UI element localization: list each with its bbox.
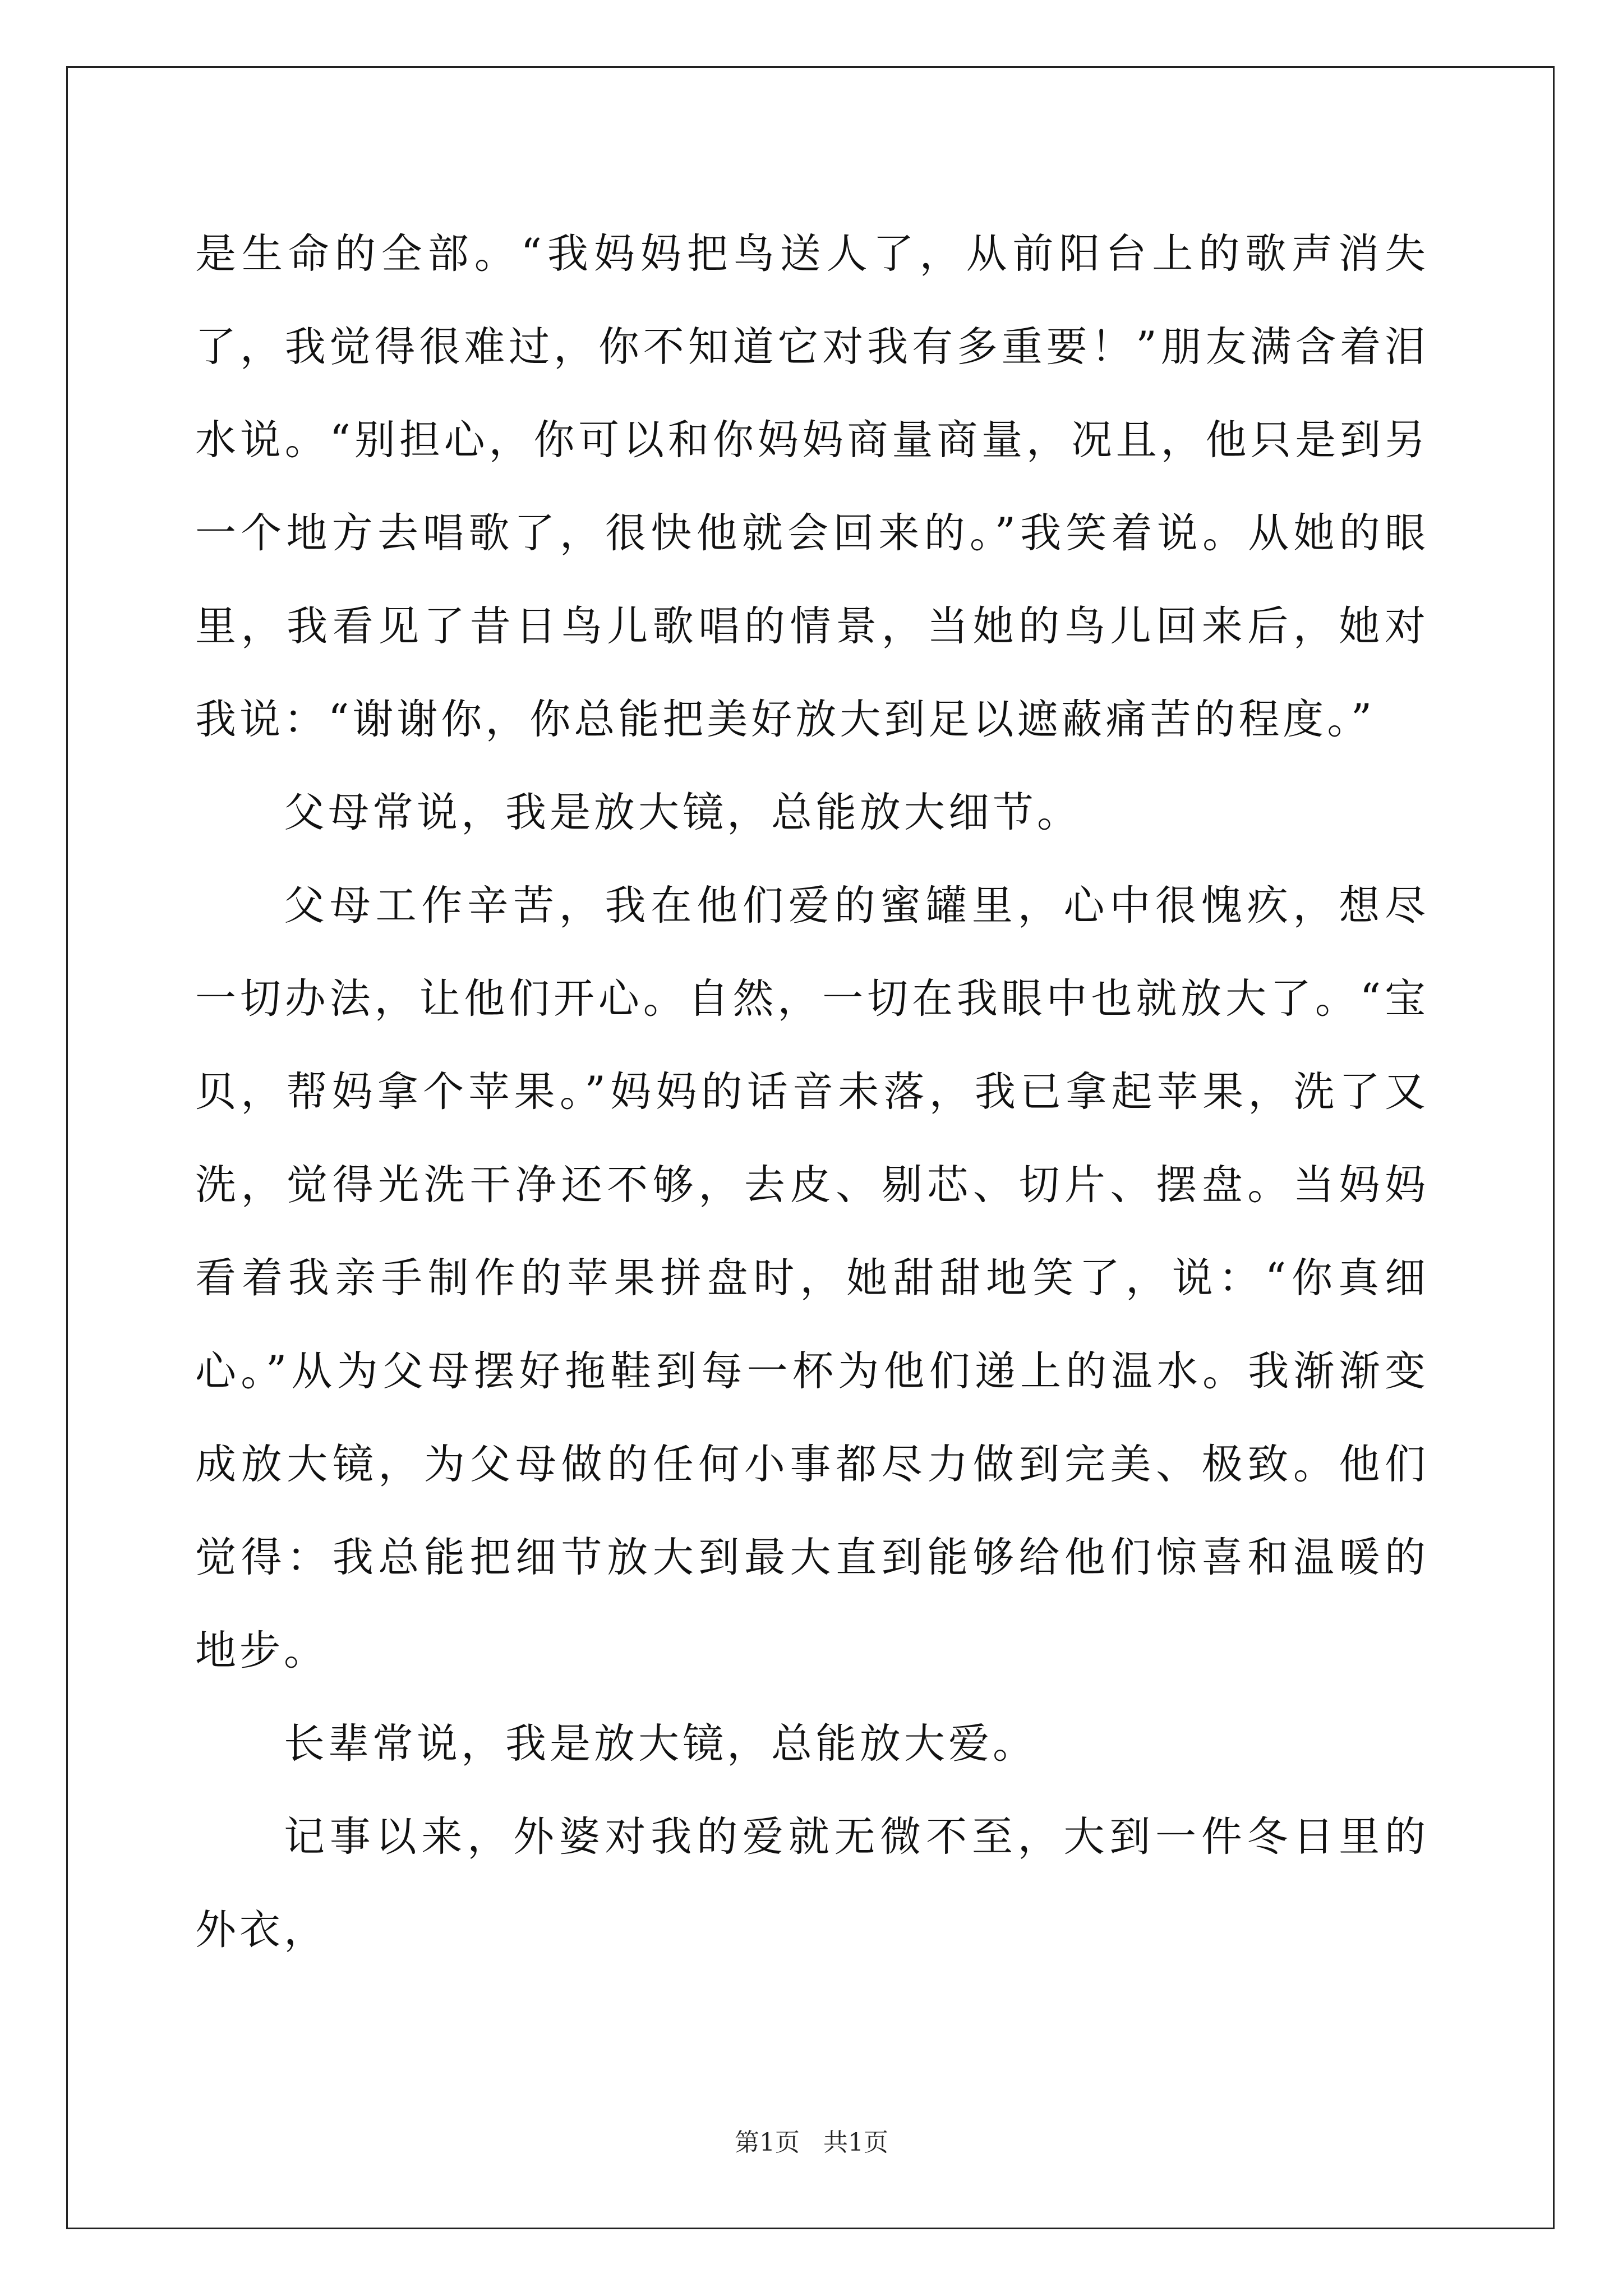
footer-gap (800, 2128, 823, 2157)
document-body (195, 208, 1429, 1977)
page-footer (0, 2126, 1623, 2160)
paragraph: 父母工作辛苦，我在他们爱的蜜罐里，心中很愧疚，想尽一切办法，让他们开心。自然，一切在我眼中也就放大了。“宝贝，帮妈拿个苹果。”妈妈的话音未落，我已拿起苹果，洗了又洗，觉得光洗干净还不够，去皮、剔芯、切片、摆盘。当妈妈看着我亲手制作的苹果拼盘时，她甜甜地笑了，说：“你真细心。”从为父母摆好拖鞋到每一杯为他们递上的温水。我渐渐变成放大镜，为父母做的任何小事都尽力做到完美、极致。他们觉得：我总能把细节放大到最大直到能够给他们惊喜和温暖的地步。 (195, 882, 1429, 1674)
page-number: 第1页 (735, 2128, 800, 2157)
paragraph: 是生命的全部。“我妈妈把鸟送人了，从前阳台上的歌声消失了，我觉得很难过，你不知道它对我有多重要！”朋友满含着泪水说。“别担心，你可以和你妈妈商量商量，况且，他只是到另一个地方去唱歌了，很快他就会回来的。”我笑着说。从她的眼里，我看见了昔日鸟儿歌唱的情景，当她的鸟儿回来后，她对我说：“谢谢你，你总能把美好放大到足以遮蔽痛苦的程度。” (195, 230, 1429, 743)
paragraph: 长辈常说，我是放大镜，总能放大爱。 (284, 1720, 1037, 1768)
paragraph: 记事以来，外婆对我的爱就无微不至，大到一件冬日里的外衣， (195, 1813, 1429, 1954)
paragraph: 父母常说，我是放大镜，总能放大细节。 (284, 789, 1081, 836)
page-total: 共1页 (823, 2128, 888, 2157)
